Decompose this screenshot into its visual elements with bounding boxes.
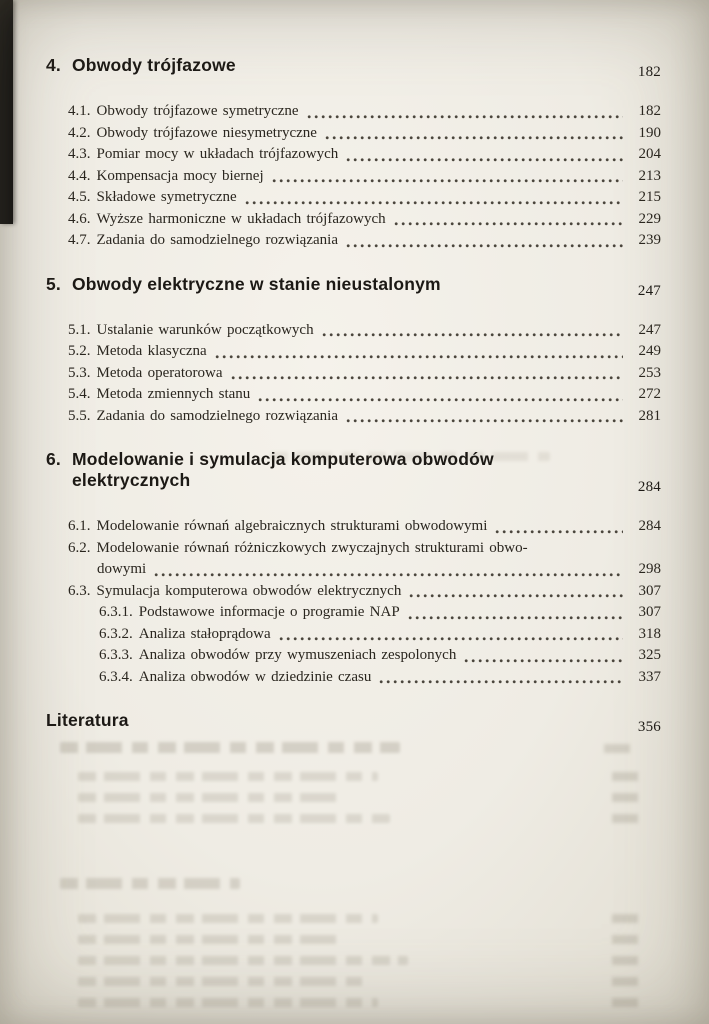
bleed-through-line — [78, 977, 370, 986]
toc-chapter — [46, 710, 661, 733]
toc-entry — [46, 581, 661, 603]
dot-leader — [325, 136, 623, 140]
dot-leader — [379, 680, 623, 684]
scan-edge-artifact — [0, 0, 13, 224]
toc-entry — [46, 209, 661, 231]
chapter-page-number: 356 — [637, 719, 661, 735]
bleed-through-number — [612, 914, 638, 923]
toc-entry-title: Pomiar mocy w układach trójfazowych — [96, 146, 339, 162]
toc-entry — [46, 406, 661, 428]
toc-entry — [46, 538, 661, 560]
toc-entry-title: Modelowanie równań różniczkowych zwyczajnych strukturami obwo- — [96, 539, 528, 556]
toc-entry-page-number: 190 — [638, 124, 661, 141]
toc-entry-title: dowymi — [97, 561, 147, 577]
dot-leader — [409, 594, 623, 598]
toc-entry-page-number: 284 — [638, 518, 661, 534]
toc-entry — [46, 384, 661, 406]
toc-entry-page-number: 307 — [638, 582, 661, 599]
toc-entry-title: Analiza obwodów w dziedzinie czasu — [138, 668, 372, 685]
dot-leader — [464, 659, 623, 663]
toc-entry — [46, 144, 661, 166]
dot-leader — [245, 201, 623, 205]
toc-entry — [46, 341, 661, 363]
toc-entry-title: Metoda zmiennych stanu — [96, 386, 251, 402]
chapter-title: Obwody trójfazowe — [72, 55, 236, 75]
toc-entry-page-number: 272 — [638, 386, 661, 402]
toc-entry-title: Zadania do samodzielnego rozwiązania — [96, 407, 338, 424]
toc-entry — [46, 667, 661, 689]
toc-entry-label: 4.3. — [68, 146, 91, 162]
toc-entry-page-number: 204 — [638, 146, 661, 162]
toc-chapter — [46, 449, 661, 688]
toc-chapter — [46, 274, 661, 428]
chapter-number: 5. — [46, 273, 61, 294]
toc-entry-page-number: 325 — [638, 647, 661, 663]
chapter-page-number: 182 — [637, 64, 661, 80]
toc-entry-page-number: 281 — [638, 407, 661, 424]
toc-entry — [46, 624, 661, 646]
toc-entry-title: Podstawowe informacje o programie NAP — [138, 604, 400, 620]
bleed-through-line — [78, 914, 378, 923]
toc-entry-page-number: 229 — [638, 210, 661, 227]
toc-entry-title: Składowe symetryczne — [96, 189, 237, 205]
bleed-through-line — [78, 998, 378, 1007]
chapter-heading — [46, 449, 661, 493]
toc-entry-page-number: 253 — [638, 364, 661, 381]
toc-entry — [46, 166, 661, 188]
dot-leader — [272, 179, 623, 183]
bleed-through-number — [612, 998, 638, 1007]
chapter-heading-line — [46, 710, 661, 733]
toc-entry-page-number: 213 — [638, 167, 661, 184]
chapter-heading-line — [46, 470, 661, 493]
toc-entry-title: Symulacja komputerowa obwodów elektrycznych — [96, 582, 402, 599]
toc-entry-title: Ustalanie warunków początkowych — [96, 321, 314, 338]
toc-entry-label: 4.7. — [68, 232, 91, 248]
bleed-through-number — [612, 814, 638, 823]
toc-entry-page-number: 215 — [638, 189, 661, 205]
toc-entry-label: 5.2. — [68, 343, 91, 359]
chapter-heading-line — [46, 449, 661, 470]
dot-leader — [154, 573, 623, 577]
toc-entry — [46, 230, 661, 252]
toc-entry-page-number: 307 — [638, 604, 661, 620]
toc-entry-label: 5.1. — [68, 321, 91, 338]
toc-entry-label: 6.3.3. — [99, 647, 133, 663]
dot-leader — [231, 376, 623, 380]
toc-entry-page-number: 182 — [638, 103, 661, 119]
toc-entry-label: 6.1. — [68, 518, 91, 534]
toc-entry — [46, 101, 661, 123]
toc-entry-title: Metoda klasyczna — [96, 343, 207, 359]
toc-entry — [46, 559, 661, 581]
bleed-through-line — [78, 956, 408, 965]
toc-entry-title: Analiza obwodów przy wymuszeniach zespolonych — [138, 647, 457, 663]
toc-entry-label: 4.6. — [68, 210, 91, 227]
chapter-heading-line — [46, 274, 661, 297]
dot-leader — [346, 419, 623, 423]
toc-entry — [46, 320, 661, 342]
bleed-through-number — [612, 772, 638, 781]
chapter-heading — [46, 710, 661, 733]
bleed-through-line — [60, 878, 240, 889]
dot-leader — [279, 637, 623, 641]
toc-entry-label: 6.3.4. — [99, 668, 133, 685]
toc-entry-page-number: 337 — [638, 668, 661, 685]
chapter-heading — [46, 55, 661, 78]
toc-entry — [46, 187, 661, 209]
chapter-title: Obwody elektryczne w stanie nieustalonym — [72, 273, 441, 294]
toc-entry-title: Kompensacja mocy biernej — [96, 167, 264, 184]
dot-leader — [258, 398, 623, 402]
toc-entry — [46, 123, 661, 145]
bleed-through-line — [78, 935, 340, 944]
dot-leader — [346, 244, 623, 248]
toc-entry-title: Obwody trójfazowe symetryczne — [96, 103, 299, 119]
table-of-contents — [46, 55, 661, 756]
toc-entry-label: 5.5. — [68, 407, 91, 424]
dot-leader — [307, 115, 623, 119]
bleed-through-number — [612, 977, 638, 986]
dot-leader — [215, 355, 623, 359]
toc-entry-label: 5.3. — [68, 364, 91, 381]
toc-entry-page-number: 298 — [638, 561, 661, 577]
chapter-title: Literatura — [46, 710, 129, 730]
toc-entry-label: 5.4. — [68, 386, 91, 402]
chapter-page-number: 247 — [637, 282, 661, 299]
dot-leader — [346, 158, 623, 162]
toc-entry — [46, 602, 661, 624]
dot-leader — [495, 530, 623, 534]
toc-entry-page-number: 318 — [638, 625, 661, 642]
toc-entry-page-number: 239 — [638, 232, 661, 248]
toc-entry-label: 4.4. — [68, 167, 91, 184]
toc-entry — [46, 363, 661, 385]
toc-entry — [46, 516, 661, 538]
chapter-number: 6. — [46, 449, 61, 469]
toc-entry-label: 6.3.1. — [99, 604, 133, 620]
dot-leader — [322, 333, 623, 337]
toc-entry-title: Wyższe harmoniczne w układach trójfazowych — [96, 210, 386, 227]
toc-entry-title: Modelowanie równań algebraicznych strukturami obwodowymi — [96, 518, 488, 534]
bleed-through-number — [612, 956, 638, 965]
toc-chapter — [46, 55, 661, 252]
chapter-page-number: 284 — [637, 479, 661, 495]
toc-entry-label: 6.2. — [68, 539, 91, 556]
bleed-through-line — [78, 772, 378, 781]
bleed-through-line — [78, 793, 346, 802]
dot-leader — [394, 222, 623, 226]
toc-entry-label: 4.5. — [68, 189, 91, 205]
toc-entry — [46, 645, 661, 667]
chapter-number: 4. — [46, 55, 61, 75]
chapter-title: Modelowanie i symulacja komputerowa obwodów — [72, 449, 494, 469]
bleed-through-number — [612, 935, 638, 944]
toc-entry-label: 4.1. — [68, 103, 91, 119]
toc-entry-title: Metoda operatorowa — [96, 364, 223, 381]
dot-leader — [408, 616, 623, 620]
toc-entry-label: 6.3. — [68, 582, 91, 599]
toc-entry-page-number: 247 — [638, 321, 661, 338]
bleed-through-line — [78, 814, 390, 823]
toc-entry-label: 6.3.2. — [99, 625, 133, 642]
toc-entry-title: Obwody trójfazowe niesymetryczne — [96, 124, 317, 141]
toc-entry-label: 4.2. — [68, 124, 91, 141]
bleed-through-number — [612, 793, 638, 802]
chapter-heading — [46, 274, 661, 297]
chapter-heading-line — [46, 55, 661, 78]
chapter-title: elektrycznych — [72, 470, 191, 490]
toc-entry-page-number: 249 — [638, 343, 661, 359]
toc-entry-title: Analiza stałoprądowa — [138, 625, 271, 642]
toc-entry-title: Zadania do samodzielnego rozwiązania — [96, 232, 338, 248]
